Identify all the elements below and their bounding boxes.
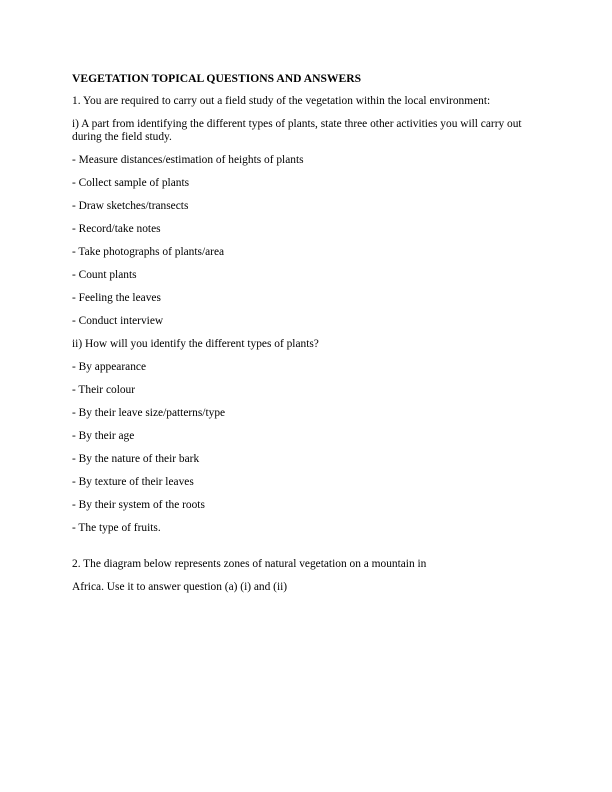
list-item: - By appearance — [72, 361, 146, 373]
list-item: - Their colour — [72, 384, 136, 396]
list-item: - Record/take notes — [72, 223, 161, 235]
document-page — [72, 72, 542, 594]
list-item: - Measure distances/estimation of heights of plants — [72, 154, 304, 166]
list-item: - Take photographs of plants/area — [72, 246, 225, 258]
question-1-part-i: i) A part from identifying the different types of plants, state three other activities you will carry out during the field study. — [72, 118, 522, 143]
answer-list-part-ii — [72, 361, 542, 535]
list-item: - By the nature of their bark — [72, 453, 200, 465]
list-item: - Count plants — [72, 269, 137, 281]
question-1-part-ii: ii) How will you identify the different types of plants? — [72, 338, 319, 350]
list-item: - The type of fruits. — [72, 522, 161, 534]
list-item: - By their leave size/patterns/type — [72, 407, 226, 419]
list-item: - Draw sketches/transects — [72, 200, 189, 212]
list-item: - Feeling the leaves — [72, 292, 161, 304]
list-item: - By their age — [72, 430, 135, 442]
list-item: - Collect sample of plants — [72, 177, 190, 189]
document-title: VEGETATION TOPICAL QUESTIONS AND ANSWERS — [72, 72, 362, 85]
question-2-line-1: 2. The diagram below represents zones of natural vegetation on a mountain in — [72, 558, 427, 570]
list-item: - Conduct interview — [72, 315, 164, 327]
list-item: - By their system of the roots — [72, 499, 205, 511]
list-item: - By texture of their leaves — [72, 476, 194, 488]
question-1-intro: 1. You are required to carry out a field study of the vegetation within the local environment: — [72, 95, 491, 107]
answer-list-part-i — [72, 154, 542, 328]
question-2-line-2: Africa. Use it to answer question (a) (i) and (ii) — [72, 581, 288, 593]
